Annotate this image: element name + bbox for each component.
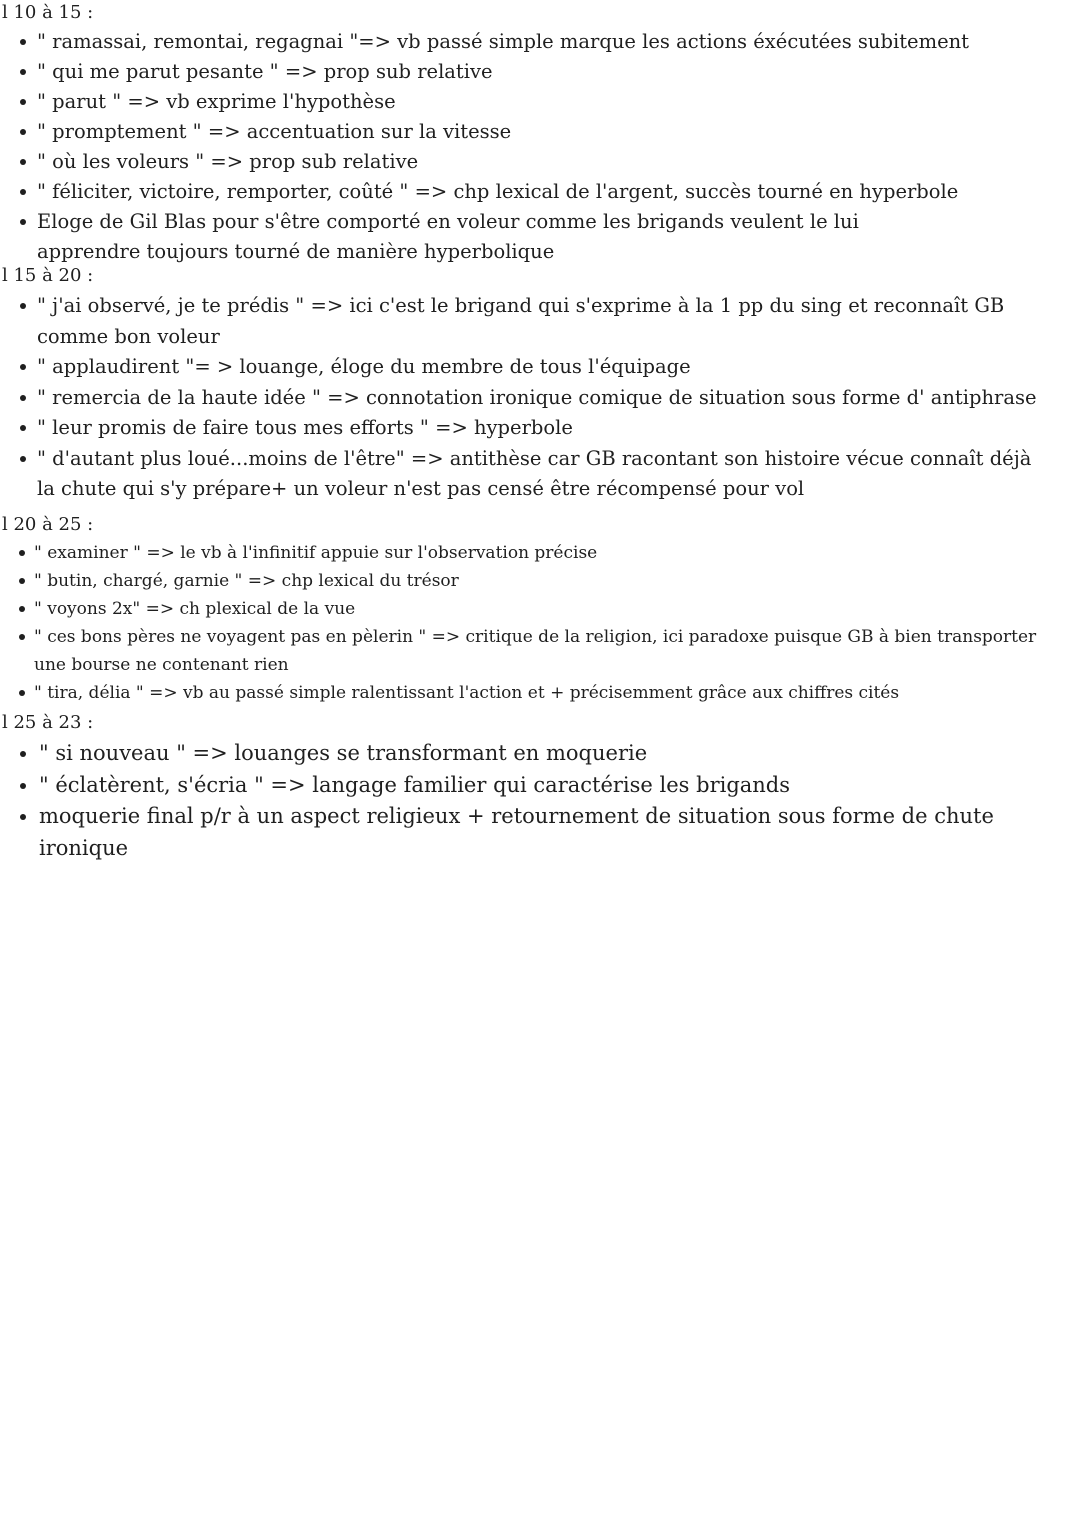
- section-heading-l10-15: l 10 à 15 :: [2, 2, 94, 23]
- bullet-list-l20-25: [0, 539, 1064, 707]
- list-item: " remercia de la haute idée " => connotation ironique comique de situation sous forme d' antiphrase: [0, 383, 1047, 414]
- list-item: " butin, chargé, garnie " => chp lexical du trésor: [0, 567, 1064, 595]
- list-item: " ces bons pères ne voyagent pas en pèlerin " => critique de la religion, ici paradoxe puisque GB à bien transporter une bourse ne contenant rien: [0, 623, 1059, 679]
- list-item: " d'autant plus loué...moins de l'être" => antithèse car GB racontant son histoire vécue connaît déjà la chute qui s'y prépare+ un voleur n'est pas censé être récompensé pour vol: [0, 444, 1037, 505]
- list-item: " où les voleurs " => prop sub relative: [0, 147, 1047, 177]
- bullet-list-l10-15: [0, 27, 1047, 267]
- list-item: " ramassai, remontai, regagnai "=> vb passé simple marque les actions éxécutées subitement: [0, 27, 1047, 57]
- list-item: " éclatèrent, s'écria " => langage familier qui caractérise les brigands: [0, 770, 1049, 802]
- section-heading-l15-20: l 15 à 20 :: [2, 265, 94, 286]
- list-item: " leur promis de faire tous mes efforts " => hyperbole: [0, 413, 1047, 444]
- list-item: " si nouveau " => louanges se transformant en moquerie: [0, 738, 1049, 770]
- list-item: Eloge de Gil Blas pour s'être comporté en voleur comme les brigands veulent le lui apprendre toujours tourné de manière hyperbolique: [0, 207, 947, 267]
- section-heading-l25-23: l 25 à 23 :: [2, 712, 94, 733]
- bullet-list-l25-23: [0, 738, 1079, 864]
- list-item: " qui me parut pesante " => prop sub relative: [0, 57, 1047, 87]
- list-item: " féliciter, victoire, remporter, coûté " => chp lexical de l'argent, succès tourné en hyperbole: [0, 177, 1047, 207]
- bullet-list-l15-20: [0, 291, 1047, 505]
- list-item: moquerie final p/r à un aspect religieux + retournement de situation sous forme de chute ironique: [0, 801, 1079, 864]
- list-item: " examiner " => le vb à l'infinitif appuie sur l'observation précise: [0, 539, 1064, 567]
- list-item: " voyons 2x" => ch plexical de la vue: [0, 595, 1064, 623]
- list-item: " applaudirent "= > louange, éloge du membre de tous l'équipage: [0, 352, 1047, 383]
- list-item: " promptement " => accentuation sur la vitesse: [0, 117, 1047, 147]
- list-item: " j'ai observé, je te prédis " => ici c'est le brigand qui s'exprime à la 1 pp du sing et reconnaît GB comme bon voleur: [0, 291, 1047, 352]
- list-item: " parut " => vb exprime l'hypothèse: [0, 87, 1047, 117]
- section-heading-l20-25: l 20 à 25 :: [2, 514, 94, 535]
- list-item: " tira, délia " => vb au passé simple ralentissant l'action et + précisemment grâce aux chiffres cités: [0, 679, 1064, 707]
